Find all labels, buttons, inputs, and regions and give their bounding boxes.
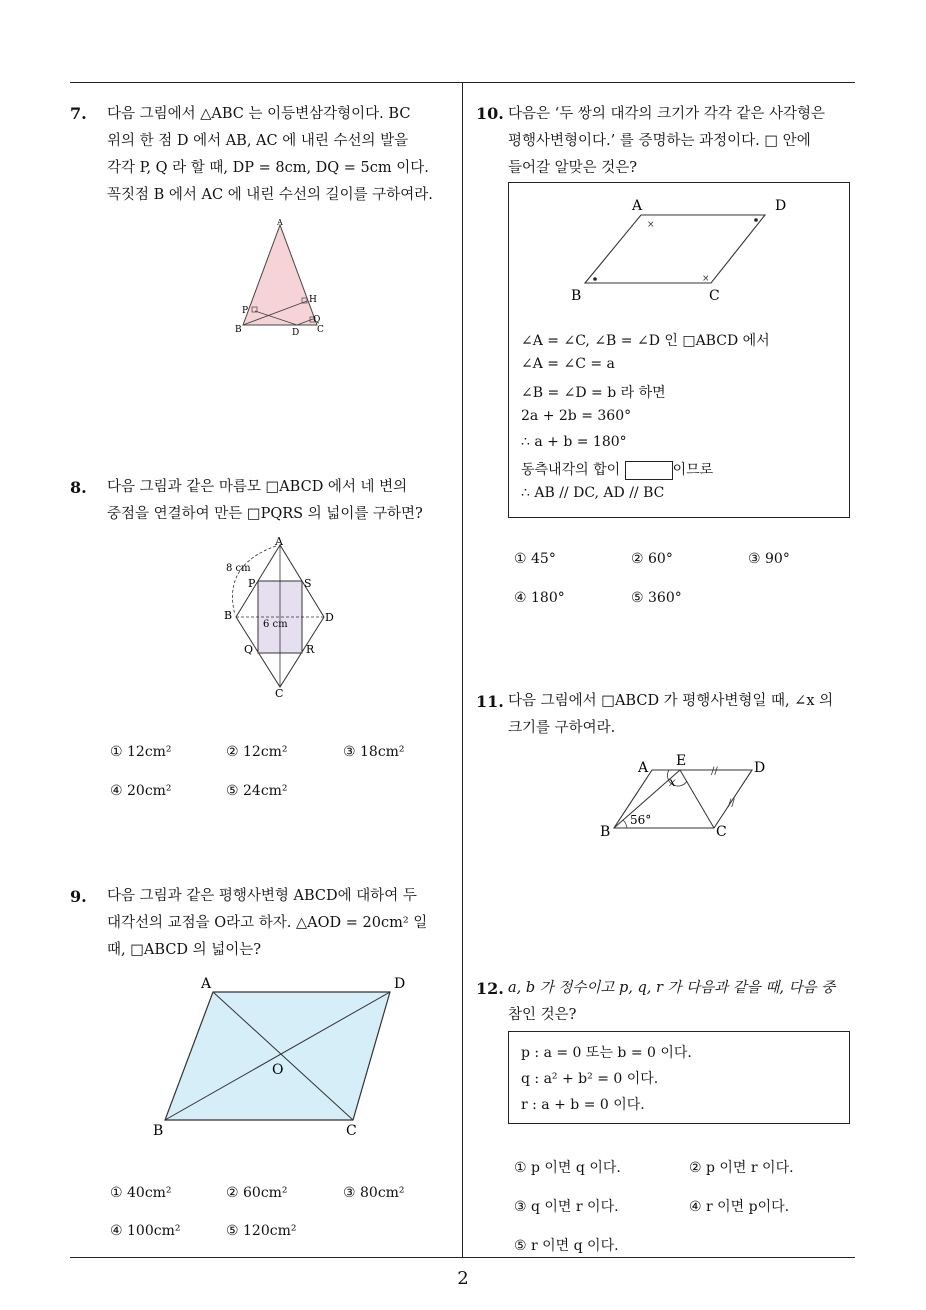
label-c: C	[716, 824, 727, 840]
label-q: Q	[244, 643, 254, 656]
question-line: 각각 P, Q 라 할 때, DP = 8cm, DQ = 5cm 이다.	[107, 160, 429, 176]
label-d: D	[292, 328, 300, 338]
proof-line: ∠A = ∠C, ∠B = ∠D 인 □ABCD 에서	[521, 333, 770, 349]
label-a: A	[275, 535, 283, 548]
tick-mark: //	[711, 766, 718, 777]
question-line: 들어갈 알맞은 것은?	[508, 160, 638, 176]
statement-q: q : a² + b² = 0 이다.	[521, 1071, 659, 1087]
question-line: 꼭짓점 B 에서 AC 에 내린 수선의 길이를 구하여라.	[107, 187, 433, 203]
label-p: P	[248, 577, 256, 590]
question-text	[508, 688, 858, 742]
proof-line: ∠B = ∠D = b 라 하면	[521, 385, 666, 401]
cross-mark: ×	[702, 274, 710, 284]
question-number: 7.	[70, 104, 87, 123]
choice-2[interactable]: ② 12cm²	[226, 744, 288, 760]
segment-ec	[680, 770, 714, 828]
tick-mark: //	[728, 798, 735, 809]
question-number: 9.	[70, 887, 87, 906]
choice-2[interactable]: ② 60°	[631, 551, 673, 567]
column-divider	[462, 82, 463, 1258]
question-line: 다음 그림과 같은 마름모 □ABCD 에서 네 변의	[107, 479, 408, 495]
question-line: a, b 가 정수이고 p, q, r 가 다음과 같을 때, 다음 중	[508, 980, 836, 996]
question-line: 크기를 구하여라.	[508, 720, 616, 736]
statement-r: r : a + b = 0 이다.	[521, 1097, 645, 1113]
label-s: S	[304, 577, 312, 590]
rhombus-figure	[220, 535, 350, 700]
label-b: B	[600, 824, 611, 840]
cross-mark: ×	[647, 220, 655, 230]
question-line: 다음 그림에서 □ABCD 가 평행사변형일 때, ∠x 의	[508, 693, 834, 709]
dot-mark	[754, 218, 758, 222]
triangle-abc	[243, 225, 317, 325]
choice-4[interactable]: ④ r 이면 p이다.	[689, 1199, 790, 1215]
question-text	[107, 101, 457, 209]
choice-4[interactable]: ④ 180°	[514, 590, 565, 606]
label-d: D	[754, 760, 766, 776]
question-line: 다음 그림에서 △ABC 는 이등변삼각형이다. BC	[107, 106, 411, 122]
question-text	[508, 101, 858, 182]
question-line: 때, □ABCD 의 넓이는?	[107, 942, 262, 958]
label-c: C	[275, 687, 284, 700]
choice-1[interactable]: ① 40cm²	[110, 1185, 172, 1201]
label-b: B	[571, 288, 582, 304]
label-b: B	[153, 1123, 164, 1139]
label-p: P	[242, 306, 249, 316]
choice-3[interactable]: ③ 90°	[748, 551, 790, 567]
length-8cm: 8 cm	[226, 563, 251, 574]
choice-3[interactable]: ③ 80cm²	[343, 1185, 405, 1201]
label-angle-56: 56°	[630, 813, 652, 827]
choice-3[interactable]: ③ 18cm²	[343, 744, 405, 760]
choice-1[interactable]: ① 45°	[514, 551, 556, 567]
question-line: 대각선의 교점을 O라고 하자. △AOD = 20cm² 일	[107, 915, 428, 931]
proof-text: 동측내각의 합이	[521, 462, 621, 478]
question-line: 평행사변형이다.’ 를 증명하는 과정이다. □ 안에	[508, 133, 811, 149]
label-a: A	[277, 218, 283, 227]
choice-1[interactable]: ① p 이면 q 이다.	[514, 1160, 621, 1176]
choice-1[interactable]: ① 12cm²	[110, 744, 172, 760]
question-number: 10.	[476, 104, 504, 123]
parallelogram-figure	[567, 195, 807, 307]
question-line: 다음 그림과 같은 평행사변형 ABCD에 대하여 두	[107, 888, 417, 904]
isosceles-triangle-figure	[225, 215, 335, 340]
question-number: 8.	[70, 478, 87, 497]
choice-2[interactable]: ② 60cm²	[226, 1185, 288, 1201]
question-text	[508, 975, 858, 1029]
parallelogram-figure	[145, 970, 420, 1142]
statement-p: p : a = 0 또는 b = 0 이다.	[521, 1045, 692, 1061]
label-c: C	[317, 325, 324, 335]
label-c: C	[346, 1123, 357, 1139]
label-a: A	[201, 976, 212, 992]
parallelogram-figure	[596, 750, 776, 842]
proof-line: ∴ AB // DC, AD // BC	[521, 485, 665, 501]
question-line: 다음은 ‘두 쌍의 대각의 크기가 각각 같은 사각형은	[508, 106, 826, 122]
question-line: 위의 한 점 D 에서 AB, AC 에 내린 수선의 발을	[107, 133, 409, 149]
question-text	[107, 883, 457, 964]
question-text	[107, 474, 457, 528]
page-number: 2	[457, 1268, 469, 1289]
proof-text: 이므로	[672, 462, 714, 478]
parallelogram-abcd	[585, 215, 765, 283]
label-a: A	[632, 198, 643, 214]
choice-4[interactable]: ④ 100cm²	[110, 1223, 181, 1239]
question-line: 참인 것은?	[508, 1007, 577, 1023]
label-b: B	[224, 609, 233, 622]
bottom-rule	[70, 1257, 855, 1258]
question-line: 중점을 연결하여 만든 □PQRS 의 넓이를 구하면?	[107, 506, 423, 522]
angle-b-arc	[623, 820, 627, 828]
label-a: A	[638, 760, 649, 776]
label-h: H	[309, 295, 317, 305]
label-c: C	[709, 288, 720, 304]
question-number: 11.	[476, 692, 504, 711]
choice-5[interactable]: ⑤ r 이면 q 이다.	[514, 1238, 619, 1254]
dot-mark	[593, 277, 597, 281]
question-number: 12.	[476, 979, 504, 998]
label-x: x	[669, 775, 676, 789]
choice-5[interactable]: ⑤ 360°	[631, 590, 682, 606]
answer-blank[interactable]	[625, 461, 673, 480]
choice-4[interactable]: ④ 20cm²	[110, 783, 172, 799]
label-d: D	[394, 976, 406, 992]
label-e: E	[676, 753, 687, 769]
label-b: B	[235, 325, 242, 335]
proof-box	[508, 182, 850, 518]
statements-box	[508, 1031, 850, 1124]
choice-5[interactable]: ⑤ 24cm²	[226, 783, 288, 799]
label-o: O	[272, 1062, 284, 1078]
label-q: Q	[313, 315, 321, 325]
label-d: D	[775, 198, 787, 214]
label-r: R	[306, 643, 315, 656]
proof-line: ∠A = ∠C = a	[521, 356, 615, 372]
proof-line: 2a + 2b = 360°	[521, 408, 632, 424]
proof-line	[521, 459, 713, 480]
length-6cm: 6 cm	[263, 619, 288, 630]
proof-line: ∴ a + b = 180°	[521, 434, 627, 450]
choice-5[interactable]: ⑤ 120cm²	[226, 1223, 297, 1239]
choice-2[interactable]: ② p 이면 r 이다.	[689, 1160, 794, 1176]
label-d: D	[325, 611, 334, 624]
choice-3[interactable]: ③ q 이면 r 이다.	[514, 1199, 619, 1215]
